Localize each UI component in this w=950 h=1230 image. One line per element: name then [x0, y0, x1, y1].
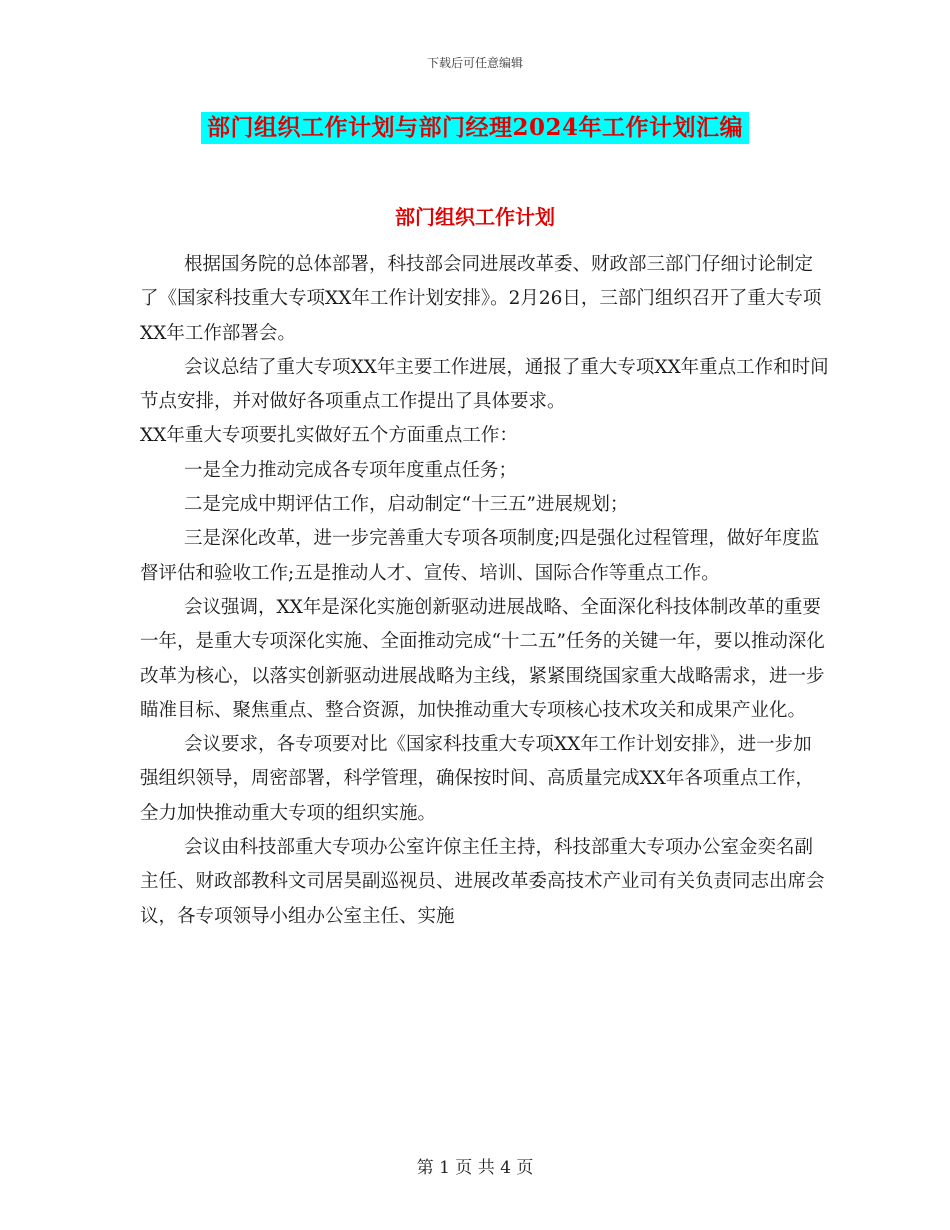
paragraph: 根据国务院的总体部署，科技部会同进展改革委、财政部三部门仔细讨论制定了《国家科技重大专项XX年工作计划安排》。2月26日，三部门组织召开了重大专项XX年工作部署会。 — [140, 254, 822, 344]
page-footer: 第 1 页 共 4 页 — [416, 1158, 534, 1178]
paragraph: 一是全力推动完成各专项年度重点任务； — [184, 459, 518, 481]
paragraph: 会议总结了重大专项XX年主要工作进展，通报了重大专项XX年重点工作和时间节点安排，并对做好各项重点工作提出了具体要求。 — [140, 356, 829, 413]
main-title-wrap — [0, 112, 950, 144]
paragraph: 会议要求，各专项要对比《国家科技重大专项XX年工作计划安排》，进一步加强组织领导，周密部署，科学管理，确保按时间、高质量完成XX年各项重点工作，全力加快推动重大专项的组织实施。 — [140, 734, 814, 824]
document-title: 部门组织工作计划与部门经理2024年工作计划汇编 — [201, 112, 749, 144]
paragraph: 会议强调，XX年是深化实施创新驱动进展战略、全面深化科技体制改革的重要一年，是重大专项深化实施、全面推动完成“十二五”任务的关键一年，要以推动深化改革为核心，以落实创新驱动进展战略为主线，紧紧围绕国家重大战略需求，进一步瞄准目标、聚焦重点、整合资源，加快推动重大专项核心技术攻关和成果产业化。 — [140, 596, 825, 721]
paragraph: 会议由科技部重大专项办公室许倞主任主持，科技部重大专项办公室金奕名副主任、财政部教科文司居昊副巡视员、进展改革委高技术产业司有关负责同志出席会议，各专项领导小组办公室主任、实施 — [140, 837, 825, 927]
section-title: 部门组织工作计划 — [395, 205, 555, 229]
paragraph: 三是深化改革，进一步完善重大专项各项制度;四是强化过程管理，做好年度监督评估和验收工作;五是推动人才、宣传、培训、国际合作等重点工作。 — [140, 528, 820, 584]
paragraph: XX年重大专项要扎实做好五个方面重点工作： — [140, 425, 518, 447]
paragraph: 二是完成中期评估工作，启动制定“十三五”进展规划； — [184, 494, 629, 516]
header-note: 下载后可任意编辑 — [426, 56, 523, 70]
body-text — [140, 248, 830, 934]
